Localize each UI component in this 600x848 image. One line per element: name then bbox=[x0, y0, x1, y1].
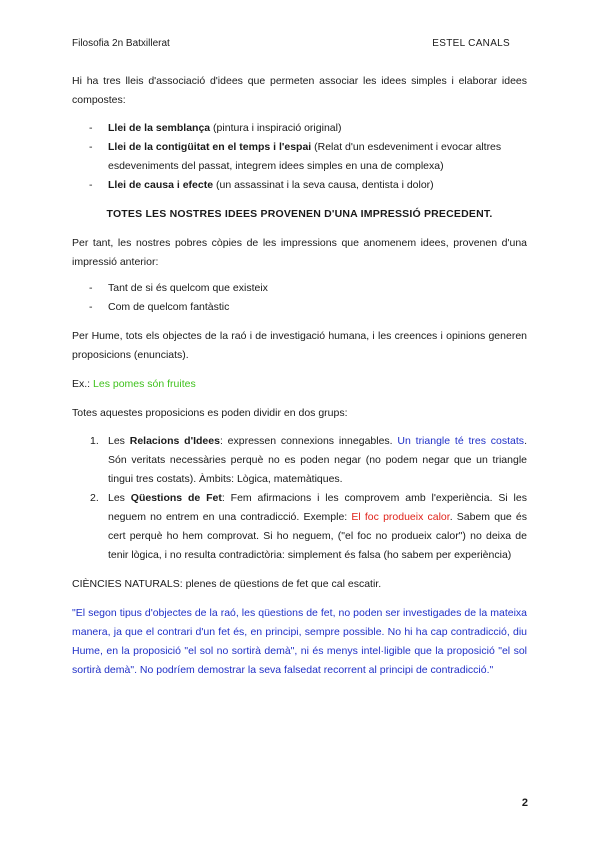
law-name: Llei de causa i efecte bbox=[108, 179, 214, 191]
dash-bullet: - bbox=[89, 141, 93, 153]
dash-bullet: - bbox=[89, 179, 93, 191]
example-line bbox=[72, 375, 527, 394]
list-item bbox=[72, 279, 527, 298]
laws-list bbox=[72, 119, 527, 195]
list-item bbox=[72, 138, 527, 176]
page-content bbox=[72, 72, 527, 680]
page-number: 2 bbox=[521, 797, 528, 809]
section-heading: TOTES LES NOSTRES IDEES PROVENEN D'UNA IMPRESSIÓ PRECEDENT. bbox=[106, 208, 493, 220]
paragraph-hume: Per Hume, tots els objectes de la raó i de investigació humana, i les creences i opinions generen proposicions (enunciats). bbox=[72, 330, 527, 361]
text-fragment: . Sabem que és cert perquè ho hem comprovat. Si ho neguem, ("el foc no produeix calor") no deixa de tenir lògica, i no resulta contradictòria: simplement és falsa (ho sabem per experiència) bbox=[108, 511, 527, 561]
example-sentence: Les pomes són fruites bbox=[93, 378, 196, 390]
law-description: (un assassinat i la seva causa, dentista i dolor) bbox=[213, 179, 434, 191]
group-name: Qüestions de Fet bbox=[130, 492, 222, 504]
list-item bbox=[72, 489, 527, 565]
examples-list bbox=[72, 279, 527, 317]
paragraph-per-tant: Per tant, les nostres pobres còpies de les impressions que anomenem idees, provenen d'una impressió anterior: bbox=[72, 237, 527, 268]
groups-list bbox=[72, 432, 527, 565]
list-item bbox=[72, 298, 527, 317]
text-fragment: . Són veritats necessàries perquè no es poden negar (no podem negar que un triangle tingui tres costats). Àmbits: Lògica, matemàtiques. bbox=[108, 435, 527, 485]
dash-bullet: - bbox=[89, 301, 93, 313]
law-name: Llei de la contigüitat en el temps i l'espai bbox=[108, 141, 312, 153]
header-course: Filosofia 2n Batxillerat bbox=[72, 38, 170, 49]
intro-paragraph: Hi ha tres lleis d'associació d'idees que permeten associar les idees simples i elaborar idees compostes: bbox=[72, 75, 527, 106]
list-number: 1. bbox=[90, 435, 99, 447]
text-fragment: Les bbox=[108, 435, 130, 447]
text-fragment: : Fem afirmacions i les comprovem amb l'experiència. Si les neguem no entrem en una contradicció. Exemple: bbox=[108, 492, 527, 523]
header-author: ESTEL CANALS bbox=[432, 38, 510, 49]
dash-bullet: - bbox=[89, 282, 93, 294]
law-name: Llei de la semblança bbox=[108, 122, 211, 134]
law-description: (Relat d'un esdeveniment i evocar altres esdeveniments del passat, integrem idees simples en una de complexa) bbox=[108, 141, 502, 172]
list-number: 2. bbox=[90, 492, 99, 504]
list-item bbox=[72, 432, 527, 489]
text-fragment: : expressen connexions innegables. bbox=[219, 435, 398, 447]
highlight-example: El foc produeix calor bbox=[351, 511, 450, 523]
example-text: Tant de si és quelcom que existeix bbox=[108, 282, 268, 294]
example-text: Com de quelcom fantàstic bbox=[108, 301, 230, 313]
example-label: Ex.: bbox=[72, 378, 94, 390]
group-name: Relacions d'Idees bbox=[129, 435, 220, 447]
paragraph-groups: Totes aquestes proposicions es poden dividir en dos grups: bbox=[72, 407, 348, 419]
highlight-example: Un triangle té tres costats bbox=[397, 435, 525, 447]
paragraph-ciencies: CIÈNCIES NATURALS: plenes de qüestions de fet que cal escatir. bbox=[72, 578, 382, 590]
hume-quote: "El segon tipus d'objectes de la raó, les qüestions de fet, no poden ser investigades de la mateixa manera, ja que el contrari d'un fet és, en principi, sempre possible. No hi ha cap contradicció, diu Hume, en la proposició "el sol no sortirà demà", ni és menys intel·ligible que la proposició "el sol sortirà demà". No podríem demostrar la seva falsedat recorrent al principi de contradicció." bbox=[72, 607, 527, 676]
text-fragment: Les bbox=[108, 492, 131, 504]
law-description: (pintura i inspiració original) bbox=[210, 122, 342, 134]
dash-bullet: - bbox=[89, 122, 93, 134]
list-item bbox=[72, 176, 527, 195]
list-item bbox=[72, 119, 527, 138]
